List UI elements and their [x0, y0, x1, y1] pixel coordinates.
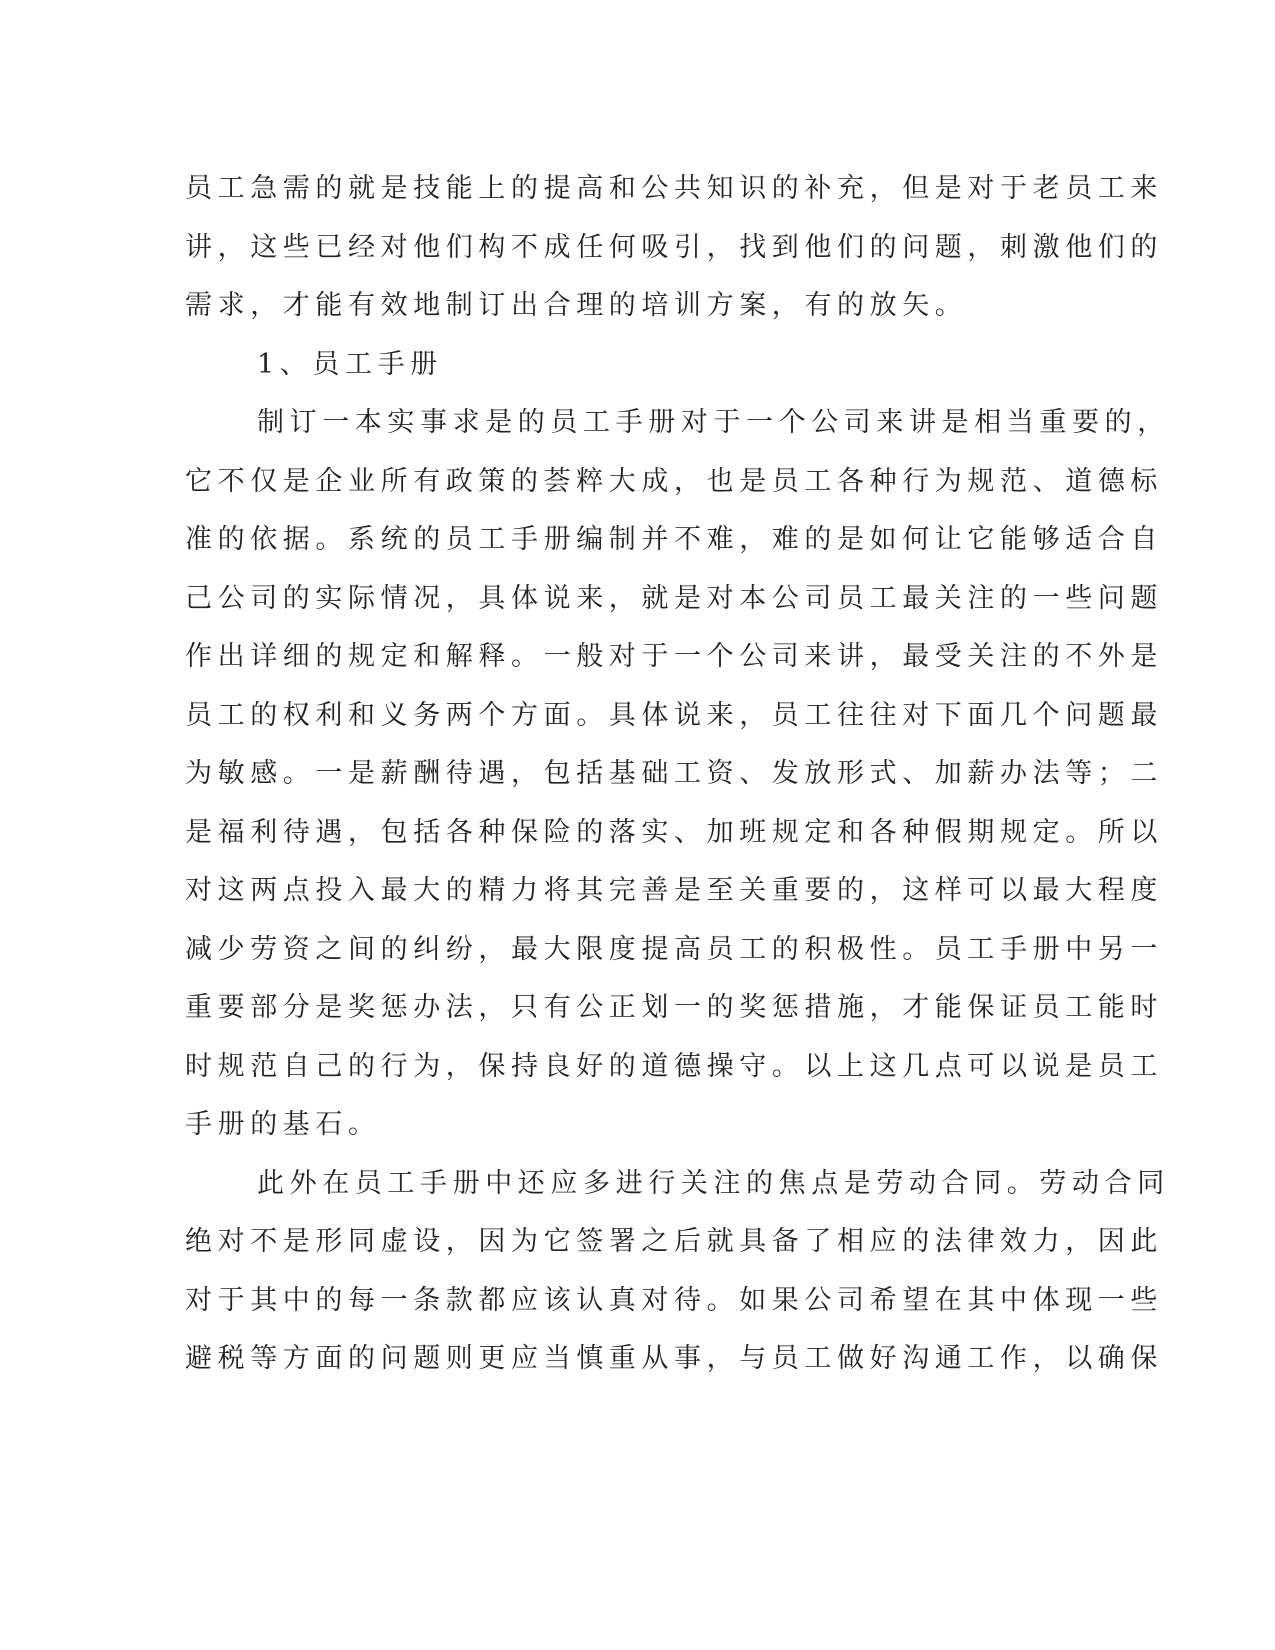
text-line: 时规范自己的行为，保持良好的道德操守。以上这几点可以说是员工 [185, 1050, 1163, 1082]
text-line: 对于其中的每一条款都应该认真对待。如果公司希望在其中体现一些 [185, 1284, 1163, 1316]
text-line: 准的依据。系统的员工手册编制并不难，难的是如何让它能够适合自 [185, 524, 1163, 555]
text-line: 员工的权利和义务两个方面。具体说来，员工往往对下面几个问题最 [185, 699, 1163, 731]
text-line: 手册的基石。 [185, 1109, 381, 1140]
text-line: 作出详细的规定和解释。一般对于一个公司来讲，最受关注的不外是 [185, 641, 1163, 672]
text-line: 己公司的实际情况，具体说来，就是对本公司员工最关注的一些问题 [185, 582, 1163, 614]
text-line: 为敏感。一是薪酬待遇，包括基础工资、发放形式、加薪办法等；二 [185, 758, 1163, 789]
document-body [185, 160, 1170, 1389]
text-line: 员工急需的就是技能上的提高和公共知识的补充，但是对于老员工来 [185, 173, 1163, 204]
text-line: 需求，才能有效地制订出合理的培训方案，有的放矢。 [185, 290, 968, 321]
paragraph-first-line: 此外在员工手册中还应多进行关注的焦点是劳动合同。劳动合同 [257, 1167, 1170, 1199]
text-line: 讲，这些已经对他们构不成任何吸引，找到他们的问题，刺激他们的 [185, 231, 1163, 263]
text-line: 对这两点投入最大的精力将其完善是至关重要的，这样可以最大程度 [185, 875, 1163, 906]
text-line: 重要部分是奖惩办法，只有公正划一的奖惩措施，才能保证员工能时 [185, 992, 1163, 1023]
section-heading: 1、员工手册 [257, 348, 443, 380]
text-line: 是福利待遇，包括各种保险的落实、加班规定和各种假期规定。所以 [185, 816, 1163, 848]
text-line: 它不仅是企业所有政策的荟粹大成，也是员工各种行为规范、道德标 [185, 465, 1163, 497]
paragraph-first-line: 制订一本实事求是的员工手册对于一个公司来讲是相当重要的， [257, 407, 1170, 438]
text-line: 绝对不是形同虚设，因为它签署之后就具备了相应的法律效力，因此 [185, 1226, 1163, 1257]
text-line: 减少劳资之间的纠纷，最大限度提高员工的积极性。员工手册中另一 [185, 933, 1163, 965]
text-line: 避税等方面的问题则更应当慎重从事，与员工做好沟通工作，以确保 [185, 1343, 1163, 1374]
